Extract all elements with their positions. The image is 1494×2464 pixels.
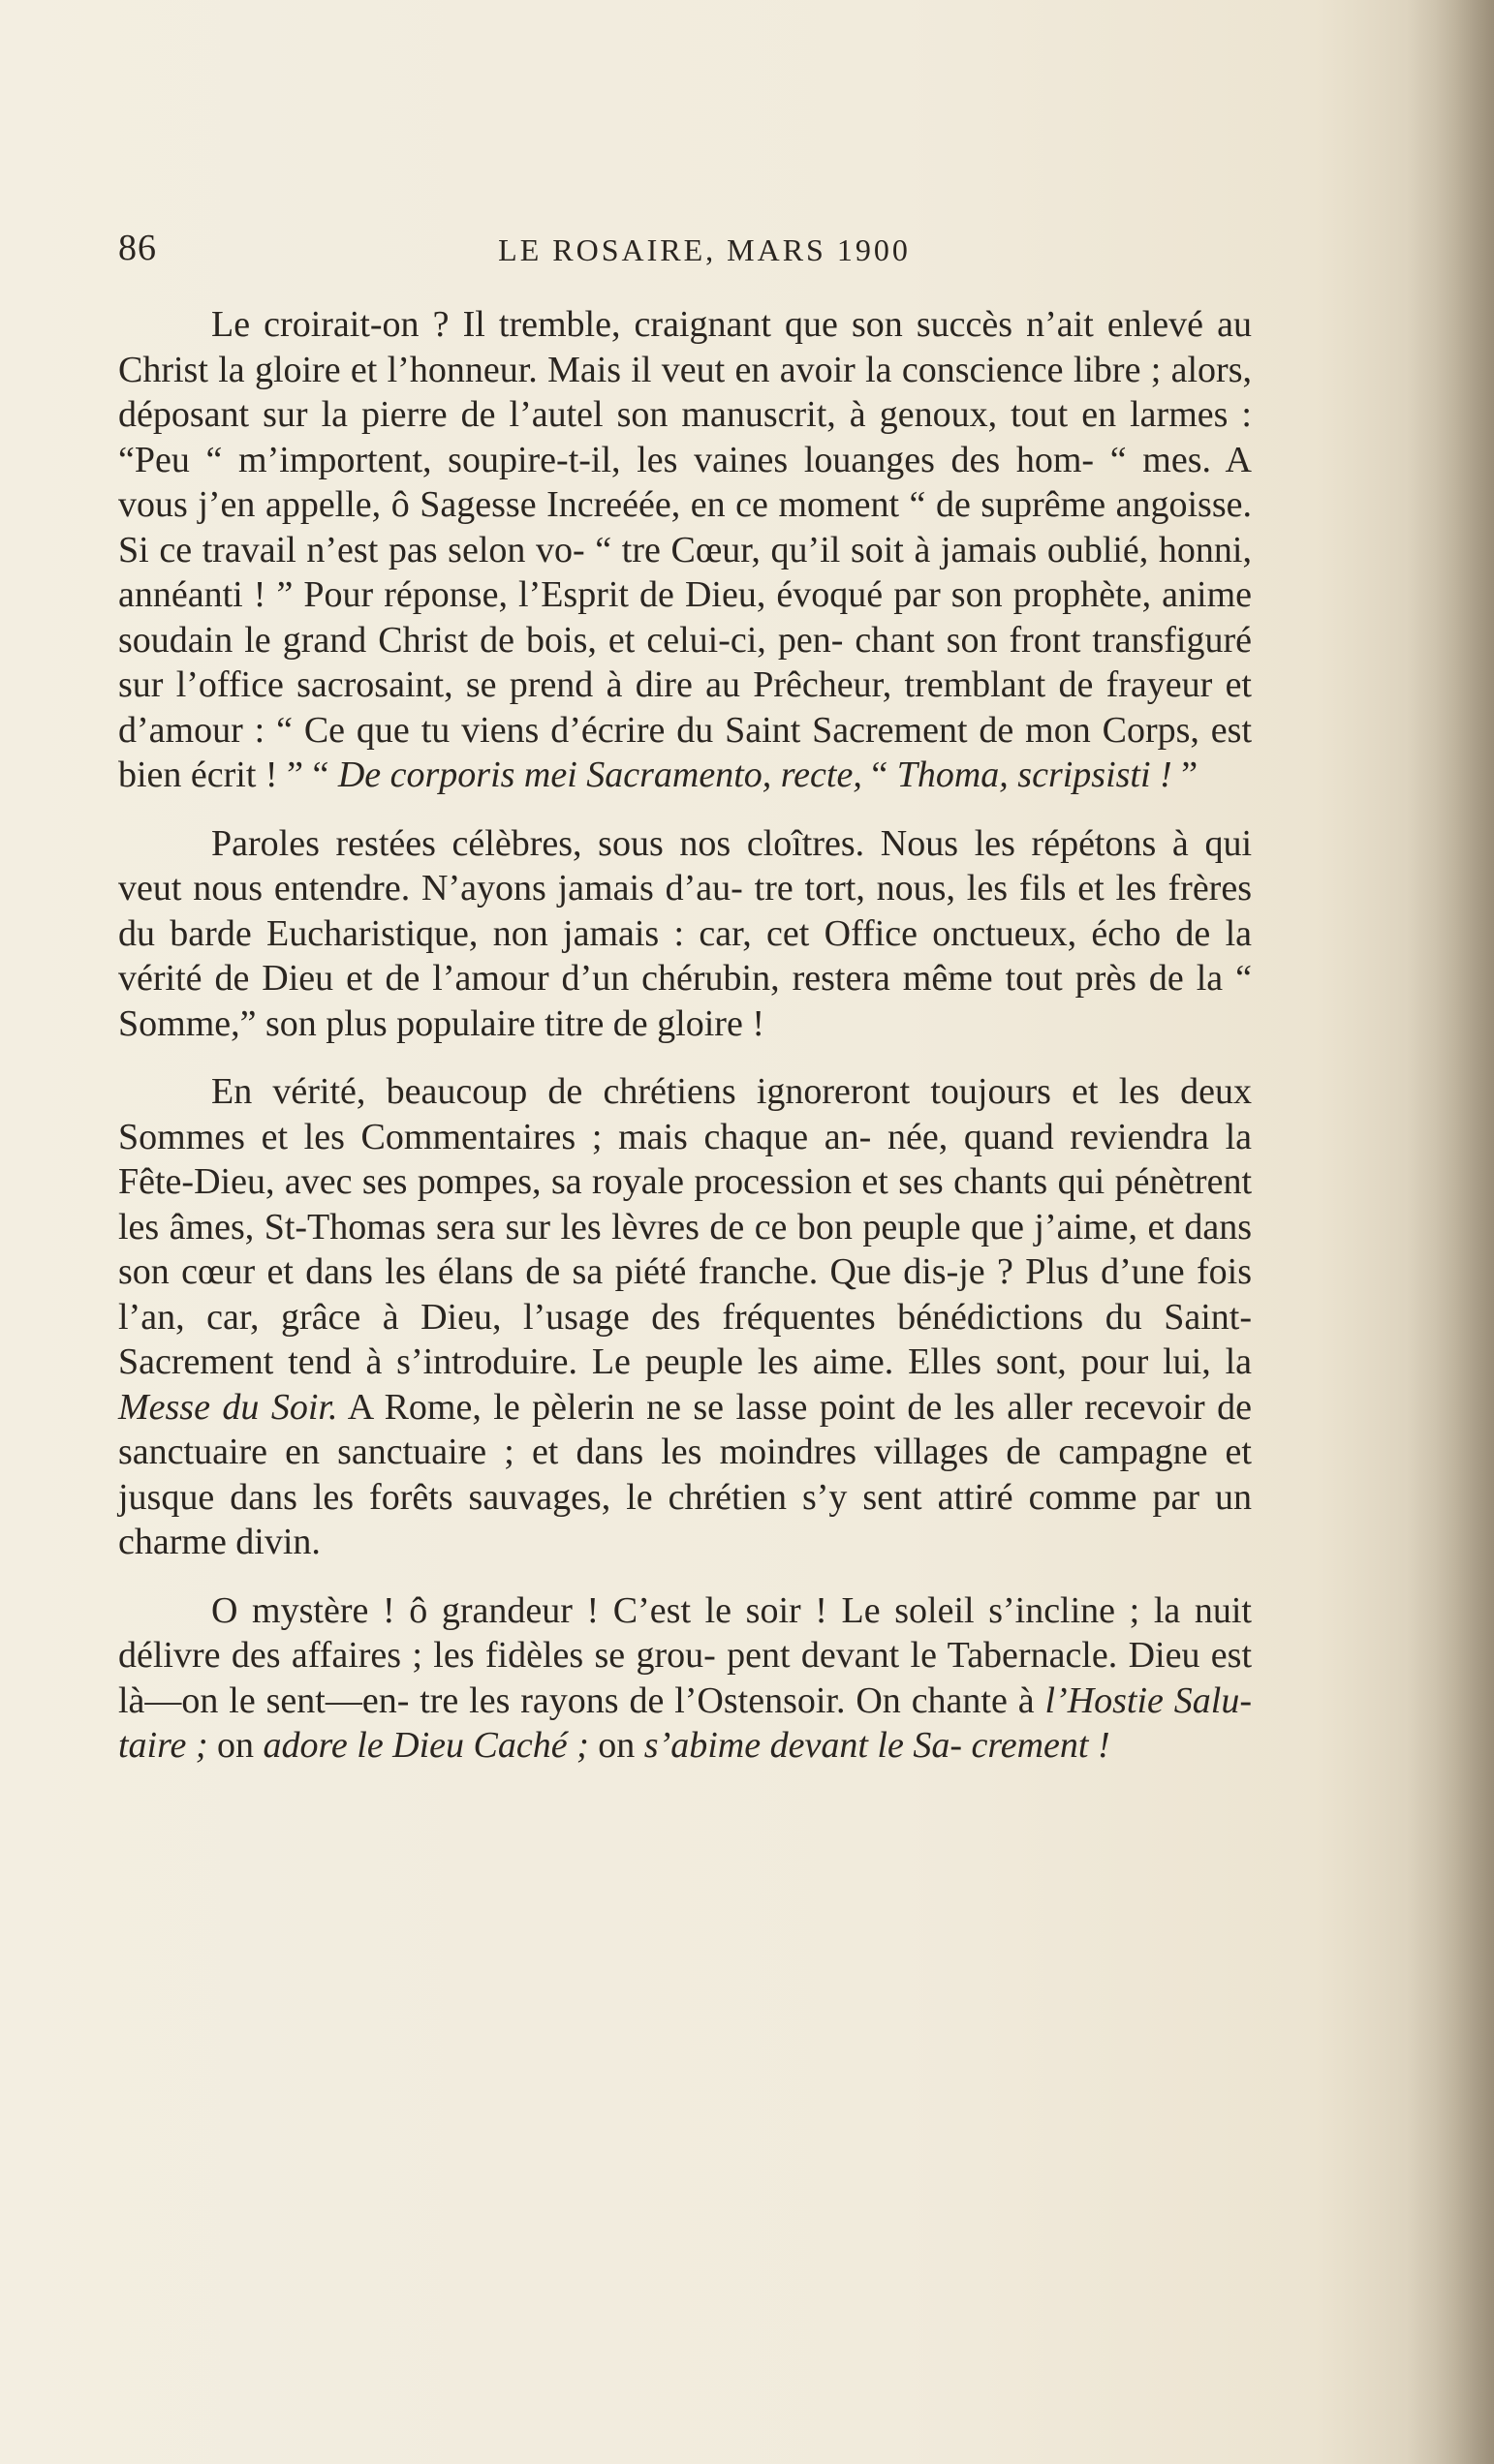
text-run: A Rome, le pèlerin ne se lasse point de les aller recevoir de sanctuaire en sanctuaire ; et dans les moindres villages de campagne et jusque dans les forêts sauvages, le chrétien s’y sent attiré comme par un charme divin. bbox=[118, 1386, 1252, 1562]
text-run: O mystère ! ô grandeur ! C’est le soir ! Le soleil s’incline ; la nuit délivre des affaires ; les fidèles se grou- pent devant le Tabernacle. Dieu est là—on le sent—en- tre les rayons de l’Ostensoir. On chante à bbox=[118, 1589, 1252, 1721]
page-number: 86 bbox=[118, 228, 157, 268]
text-run: “ bbox=[861, 755, 897, 795]
italic-text-run: Messe du Soir. bbox=[118, 1386, 338, 1428]
paragraph bbox=[118, 302, 1252, 798]
italic-text-run: s’abime devant le Sa- crement ! bbox=[643, 1725, 1110, 1766]
running-title: LE ROSAIRE, MARS 1900 bbox=[498, 232, 911, 267]
italic-text-run: De corporis mei Sacramento, recte, bbox=[337, 755, 862, 795]
text-run: En vérité, beaucoup de chrétiens ignoreront toujours et les deux Sommes et les Commentaires ; mais chaque an- née, quand reviendra la Fête-Dieu, avec ses pompes, sa royale procession et ses chants qui pénètrent les âmes, St-Thomas sera sur les lèvres de ce bon peuple que j’aime, et dans son cœur et dans les élans de sa piété franche. Que dis-je ? Plus d’une fois l’an, car, grâce à Dieu, l’usage des fréquentes bénédictions du Saint-Sacrement tend à s’introduire. Le peuple les aime. Elles sont, pour lui, la bbox=[118, 1071, 1252, 1382]
paragraph bbox=[118, 821, 1252, 1047]
text-run: Paroles restées célèbres, sous nos cloîtres. Nous les répétons à qui veut nous entendre. N’ayons jamais d’au- tre tort, nous, les fils et les frères du barde Eucharistique, non jamais : car, cet Office onctueux, écho de la vérité de Dieu et de l’amour d’un chérubin, restera même tout près de la “ Somme,” son plus populaire titre de gloire ! bbox=[118, 822, 1252, 1044]
body-text bbox=[118, 302, 1252, 1769]
text-run: on bbox=[207, 1725, 264, 1766]
text-run: on bbox=[588, 1725, 644, 1766]
paragraph bbox=[118, 1069, 1252, 1565]
italic-text-run: Thoma, scripsisti ! bbox=[896, 755, 1172, 795]
italic-text-run: adore le Dieu Caché ; bbox=[263, 1725, 589, 1766]
page-header bbox=[118, 223, 1291, 281]
text-run: ” bbox=[1171, 755, 1198, 795]
paragraph bbox=[118, 1588, 1252, 1769]
italic-text-run: l’Hostie Salu- taire ; bbox=[118, 1679, 1253, 1766]
text-run: Le croirait-on ? Il tremble, craignant que son succès n’ait enlevé au Christ la gloire et l’honneur. Mais il veut en avoir la conscience libre ; alors, déposant sur la pierre de l’autel son manuscrit, à genoux, tout en larmes : “Peu “ m’importent, soupire-t-il, les vaines louanges des hom- “ mes. A vous j’en appelle, ô Sagesse Increéée, en ce moment “ de suprême angoisse. Si ce travail n’est pas selon vo- “ tre Cœur, qu’il soit à jamais oublié, honni, annéanti ! ” Pour réponse, l’Esprit de Dieu, évoqué par son prophète, anime soudain le grand Christ de bois, et celui-ci, pen- chant son front transfiguré sur l’office sacrosaint, se prend à dire au Prêcheur, tremblant de frayeur et d’amour : “ Ce que tu viens d’écrire du Saint Sacrement de mon Corps, est bien écrit ! ” “ bbox=[118, 304, 1252, 795]
page-gutter-shadow bbox=[1407, 0, 1494, 2464]
